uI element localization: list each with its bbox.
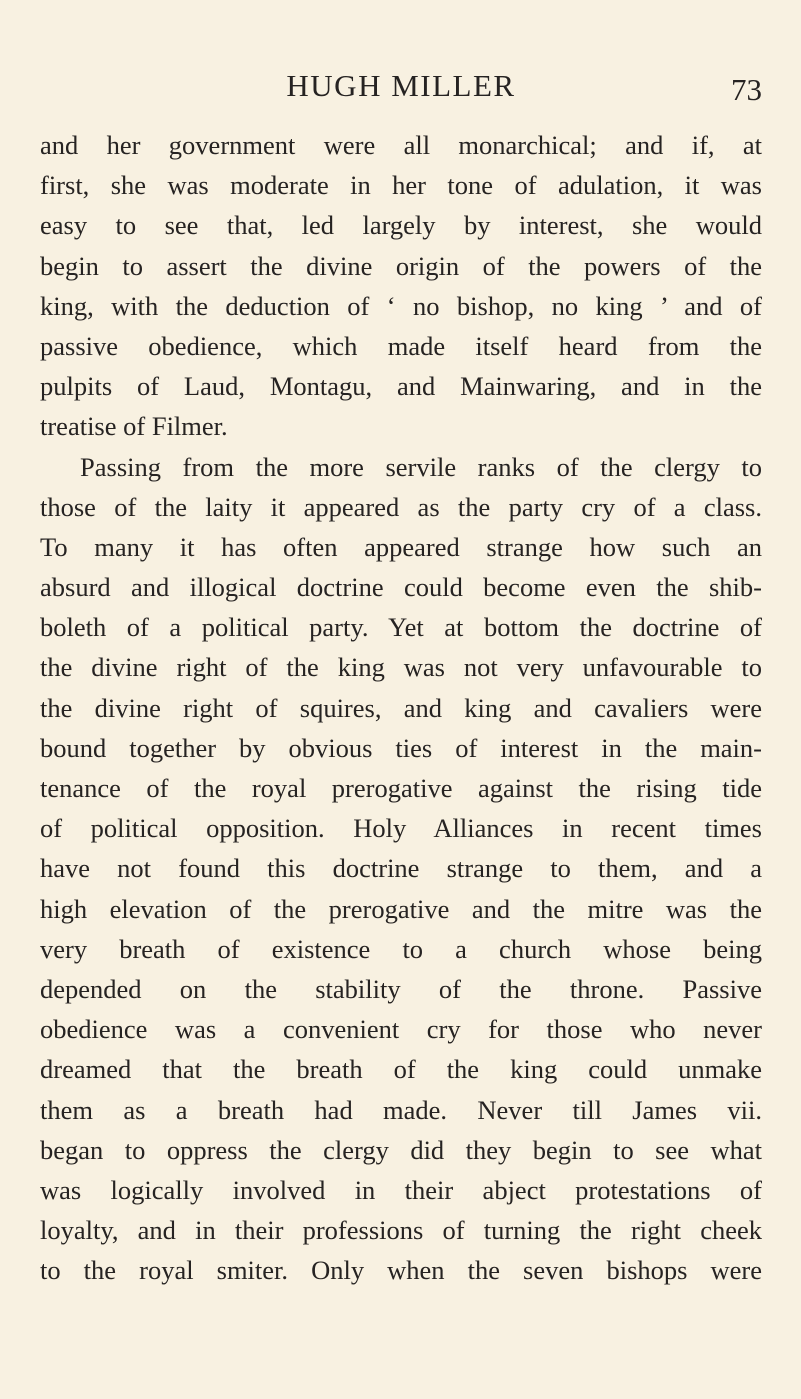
text-line: very breath of existence to a church whose being [40,933,762,964]
text-line: boleth of a political party. Yet at bottom the doctrine of [40,612,762,643]
text-line: the divine right of squires, and king and cavaliers were [40,692,762,723]
text-line: dreamed that the breath of the king could unmake [40,1054,762,1085]
text-line: pulpits of Laud, Montagu, and Mainwaring, and in the [40,371,762,402]
text-line: have not found this doctrine strange to them, and a [40,853,762,884]
text-line: begin to assert the divine origin of the powers of the [40,250,762,281]
text-line: of political opposition. Holy Alliances in recent times [40,813,762,844]
text-line: passive obedience, which made itself heard from the [40,330,762,361]
text-line: king, with the deduction of ‘ no bishop, no king ’ and of [40,290,762,321]
text-line: loyalty, and in their professions of turning the right cheek [40,1215,762,1246]
text-line: them as a breath had made. Never till James vii. [40,1094,762,1125]
text-line: high elevation of the prerogative and the mitre was the [40,893,762,924]
text-line: obedience was a convenient cry for those who never [40,1014,762,1045]
page-number: 73 [731,72,762,107]
text-line: To many it has often appeared strange how such an [40,531,762,562]
text-line: the divine right of the king was not very unfavourable to [40,652,762,683]
text-line: first, she was moderate in her tone of adulation, it was [40,170,762,201]
text-line: easy to see that, led largely by interest, she would [40,210,762,241]
text-line: absurd and illogical doctrine could become even the shib- [40,572,762,603]
paragraph-start-line: Passing from the more servile ranks of the clergy to [80,451,762,482]
text-line: and her government were all monarchical; and if, at [40,130,762,160]
text-line: those of the laity it appeared as the party cry of a class. [40,491,762,522]
text-line: tenance of the royal prerogative against the rising tide [40,773,762,803]
text-line: depended on the stability of the throne. Passive [40,973,762,1004]
body-text [40,125,762,1290]
text-line: began to oppress the clergy did they begin to see what [40,1134,762,1165]
running-title: HUGH MILLER [286,68,516,103]
text-line: was logically involved in their abject protestations of [40,1174,762,1205]
text-line: bound together by obvious ties of interest in the main- [40,732,762,763]
paragraph-end-line: treatise of Filmer. [40,411,228,442]
text-line: to the royal smiter. Only when the seven bishops were [40,1255,762,1286]
running-head [40,66,762,106]
